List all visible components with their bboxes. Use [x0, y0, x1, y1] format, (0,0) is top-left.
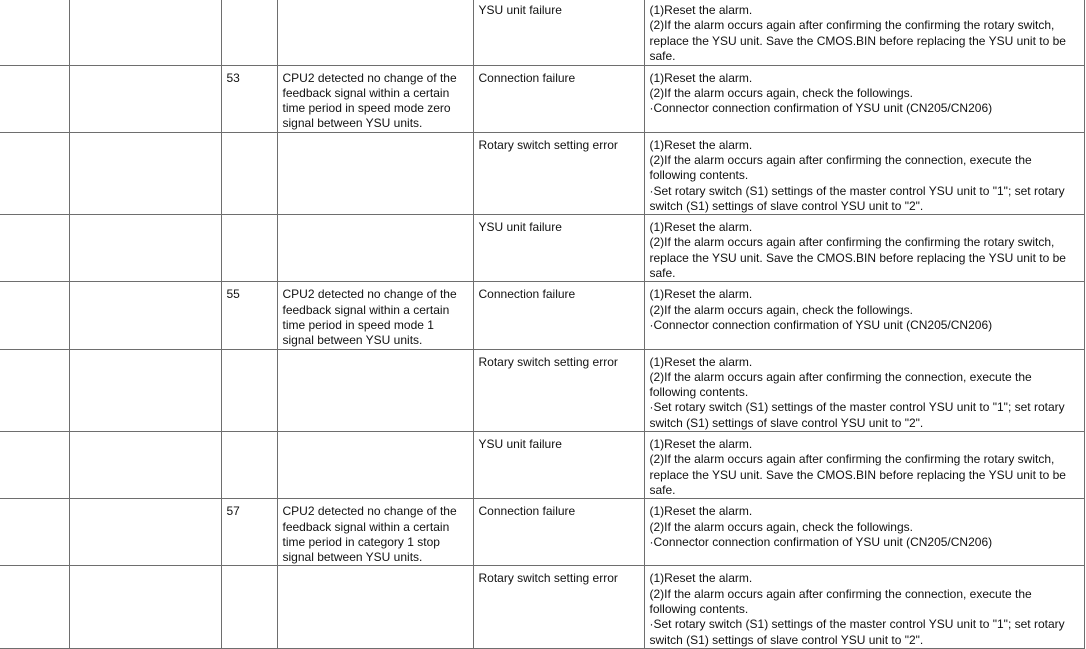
remedy-cell-line: (1)Reset the alarm. — [649, 437, 753, 452]
remedy-cell-line: (2)If the alarm occurs again after confirming the connection, execute the — [649, 152, 1032, 167]
condition-cell — [277, 65, 473, 132]
blank-cell-a — [0, 432, 69, 499]
condition-cell-line: time period in speed mode zero — [282, 101, 451, 116]
remedy-cell — [644, 132, 1084, 214]
remedy-cell-line: (2)If the alarm occurs again, check the followings. — [649, 302, 913, 317]
remedy-cell-line: switch (S1) settings of slave control YSU unit to "2". — [649, 198, 924, 213]
table-row — [0, 499, 1084, 566]
remedy-cell-line: (2)If the alarm occurs again after confirming the connection, execute the — [649, 369, 1032, 384]
cause-cell: YSU unit failure — [473, 215, 644, 282]
remedy-cell — [644, 566, 1084, 648]
remedy-cell — [644, 432, 1084, 499]
condition-cell — [277, 132, 473, 214]
table-row — [0, 215, 1084, 282]
cause-cell: Rotary switch setting error — [473, 132, 644, 214]
blank-cell-a — [0, 499, 69, 566]
blank-cell-a — [0, 65, 69, 132]
remedy-cell — [644, 0, 1084, 65]
blank-cell-b — [69, 432, 221, 499]
alarm-code-cell — [221, 132, 277, 214]
remedy-cell-line: (2)If the alarm occurs again after confirming the connection, execute the — [649, 586, 1032, 601]
blank-cell-a — [0, 349, 69, 431]
condition-cell-line: signal between YSU units. — [282, 333, 423, 348]
remedy-cell-line: replace the YSU unit. Save the CMOS.BIN before replacing the YSU unit to be — [649, 250, 1066, 265]
condition-cell-line: signal between YSU units. — [282, 550, 423, 565]
remedy-cell-line: following contents. — [649, 168, 749, 183]
table-row — [0, 566, 1084, 648]
remedy-cell-line: following contents. — [649, 385, 749, 400]
blank-cell-b — [69, 215, 221, 282]
table-row — [0, 432, 1084, 499]
remedy-cell-line: (1)Reset the alarm. — [649, 137, 753, 152]
condition-cell-line: time period in category 1 stop — [282, 534, 440, 549]
remedy-cell-line: (2)If the alarm occurs again after confirming the confirming the rotary switch, — [649, 452, 1055, 467]
condition-cell-line: CPU2 detected no change of the — [282, 504, 457, 519]
blank-cell-b — [69, 65, 221, 132]
remedy-cell-line: (2)If the alarm occurs again after confirming the confirming the rotary switch, — [649, 235, 1055, 250]
remedy-cell-line: (1)Reset the alarm. — [649, 220, 753, 235]
remedy-cell-line: safe. — [649, 48, 676, 63]
alarm-code-cell — [221, 566, 277, 648]
remedy-cell-line: ·Set rotary switch (S1) settings of the master control YSU unit to "1"; set rotary — [649, 617, 1065, 632]
table-row — [0, 349, 1084, 431]
blank-cell-a — [0, 215, 69, 282]
condition-cell — [277, 566, 473, 648]
table-row — [0, 282, 1084, 349]
remedy-cell — [644, 499, 1084, 566]
condition-cell — [277, 0, 473, 65]
blank-cell-b — [69, 0, 221, 65]
blank-cell-a — [0, 132, 69, 214]
remedy-cell — [644, 65, 1084, 132]
alarm-code-cell: 57 — [221, 499, 277, 566]
cause-cell: Rotary switch setting error — [473, 349, 644, 431]
condition-cell-line: CPU2 detected no change of the — [282, 70, 457, 85]
remedy-cell-line: safe. — [649, 266, 676, 281]
table-row — [0, 65, 1084, 132]
alarm-code-cell: 53 — [221, 65, 277, 132]
remedy-cell-line: (1)Reset the alarm. — [649, 571, 753, 586]
remedy-cell-line: (2)If the alarm occurs again, check the followings. — [649, 85, 913, 100]
remedy-cell-line: ·Connector connection confirmation of YSU unit (CN205/CN206) — [649, 317, 993, 332]
cause-cell: YSU unit failure — [473, 0, 644, 65]
remedy-cell — [644, 282, 1084, 349]
remedy-cell-line: ·Set rotary switch (S1) settings of the master control YSU unit to "1"; set rotary — [649, 400, 1065, 415]
condition-cell — [277, 432, 473, 499]
remedy-cell-line: (1)Reset the alarm. — [649, 287, 753, 302]
remedy-cell-line: ·Set rotary switch (S1) settings of the master control YSU unit to "1"; set rotary — [649, 183, 1065, 198]
cause-cell: Rotary switch setting error — [473, 566, 644, 648]
condition-cell — [277, 499, 473, 566]
condition-cell-line: CPU2 detected no change of the — [282, 287, 457, 302]
remedy-cell-line: ·Connector connection confirmation of YSU unit (CN205/CN206) — [649, 534, 993, 549]
remedy-cell — [644, 215, 1084, 282]
alarm-code-cell — [221, 349, 277, 431]
cause-cell: Connection failure — [473, 499, 644, 566]
blank-cell-a — [0, 282, 69, 349]
cause-cell: Connection failure — [473, 65, 644, 132]
condition-cell — [277, 215, 473, 282]
condition-cell-line: time period in speed mode 1 — [282, 317, 434, 332]
alarm-code-cell: 55 — [221, 282, 277, 349]
blank-cell-b — [69, 282, 221, 349]
remedy-cell — [644, 349, 1084, 431]
blank-cell-b — [69, 499, 221, 566]
remedy-cell-line: replace the YSU unit. Save the CMOS.BIN before replacing the YSU unit to be — [649, 467, 1066, 482]
condition-cell-line: feedback signal within a certain — [282, 85, 450, 100]
remedy-cell-line: (2)If the alarm occurs again, check the followings. — [649, 519, 913, 534]
blank-cell-b — [69, 566, 221, 648]
blank-cell-b — [69, 132, 221, 214]
condition-cell-line: signal between YSU units. — [282, 116, 423, 131]
remedy-cell-line: (1)Reset the alarm. — [649, 504, 753, 519]
condition-cell-line: feedback signal within a certain — [282, 519, 450, 534]
remedy-cell-line: switch (S1) settings of slave control YSU unit to "2". — [649, 415, 924, 430]
remedy-cell-line: switch (S1) settings of slave control YSU unit to "2". — [649, 632, 924, 647]
remedy-cell-line: (1)Reset the alarm. — [649, 3, 753, 17]
alarm-code-cell — [221, 0, 277, 65]
blank-cell-a — [0, 566, 69, 648]
remedy-cell-line: following contents. — [649, 602, 749, 616]
remedy-cell-line: (2)If the alarm occurs again after confirming the confirming the rotary switch, — [649, 18, 1055, 33]
remedy-cell-line: (1)Reset the alarm. — [649, 70, 753, 85]
alarm-code-cell — [221, 215, 277, 282]
condition-cell — [277, 282, 473, 349]
alarm-code-cell — [221, 432, 277, 499]
remedy-cell-line: ·Connector connection confirmation of YSU unit (CN205/CN206) — [649, 101, 993, 116]
condition-cell-line: feedback signal within a certain — [282, 302, 450, 317]
blank-cell-b — [69, 349, 221, 431]
remedy-cell-line: safe. — [649, 482, 676, 497]
blank-cell-a — [0, 0, 69, 65]
table-row — [0, 132, 1084, 214]
remedy-cell-line: (1)Reset the alarm. — [649, 354, 753, 369]
cause-cell: Connection failure — [473, 282, 644, 349]
cause-cell: YSU unit failure — [473, 432, 644, 499]
remedy-cell-line: replace the YSU unit. Save the CMOS.BIN before replacing the YSU unit to be — [649, 33, 1066, 48]
table-row — [0, 0, 1084, 65]
condition-cell — [277, 349, 473, 431]
